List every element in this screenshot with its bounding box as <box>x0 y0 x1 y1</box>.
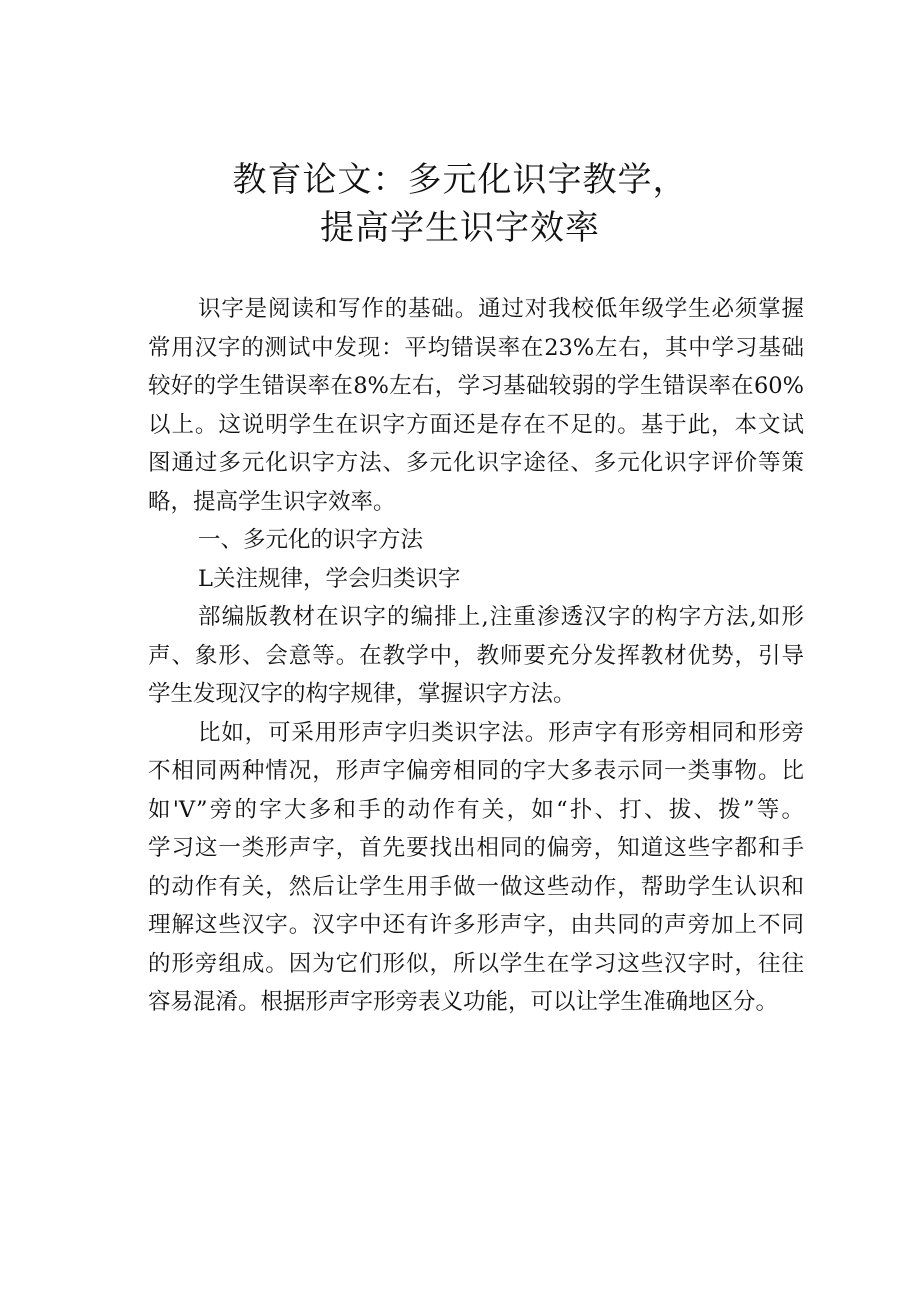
subsection-heading-text: L关注规律，学会归类识字 <box>198 565 461 592</box>
document-title <box>120 156 800 252</box>
text-line: 部编版教材在识字的编排上,注重渗透汉字的构字方法,如形 <box>198 604 804 630</box>
text-line: 常用汉字的测试中发现：平均错误率在23%左右，其中学习基础 <box>148 334 804 361</box>
text-line: 图通过多元化识字方法、多元化识字途径、多元化识字评价等策 <box>148 450 804 476</box>
text-line: 容易混淆。根据形声字形旁表义功能，可以让学生准确地区分。 <box>148 989 779 1015</box>
text-line: 理解这些汉字。汉字中还有许多形声字，由共同的声旁加上不同 <box>148 912 804 938</box>
text-line: 较好的学生错误率在8%左右，学习基础较弱的学生错误率在60% <box>148 373 804 399</box>
text-line: 比如，可采用形声字归类识字法。形声字有形旁相同和形旁 <box>198 719 804 746</box>
text-line: 学生发现汉字的构字规律，掌握识字方法。 <box>148 681 576 707</box>
text-line: 以上。这说明学生在识字方面还是存在不足的。基于此，本文试 <box>148 411 804 438</box>
text-line: 的动作有关，然后让学生用手做一做这些动作，帮助学生认识和 <box>148 873 804 900</box>
title-line-2: 提高学生识字效率 <box>320 208 600 248</box>
paragraph-textbook <box>148 598 804 714</box>
section-heading-text: 一、多元化的识字方法 <box>198 527 424 553</box>
section-heading <box>148 521 804 560</box>
paragraph-example <box>148 714 804 1022</box>
paragraph-intro <box>148 290 804 521</box>
document-body <box>148 290 804 1022</box>
text-line: 学习这一类形声字，首先要找出相同的偏旁，知道这些字都和手 <box>148 835 804 861</box>
text-line: 如'V”旁的字大多和手的动作有关，如“扑、打、拔、拨”等。 <box>148 796 804 823</box>
text-line: 略，提高学生识字效率。 <box>148 488 396 515</box>
text-line: 的形旁组成。因为它们形似，所以学生在学习这些汉字时，往往 <box>148 950 804 977</box>
text-line: 声、象形、会意等。在教学中，教师要充分发挥教材优势，引导 <box>148 642 804 669</box>
subsection-heading <box>148 560 804 599</box>
text-line: 识字是阅读和写作的基础。通过对我校低年级学生必须掌握 <box>198 296 804 322</box>
text-line: 不相同两种情况，形声字偏旁相同的字大多表示同一类事物。比 <box>148 758 804 784</box>
title-line-1: 教育论文：多元化识字教学， <box>232 160 688 200</box>
